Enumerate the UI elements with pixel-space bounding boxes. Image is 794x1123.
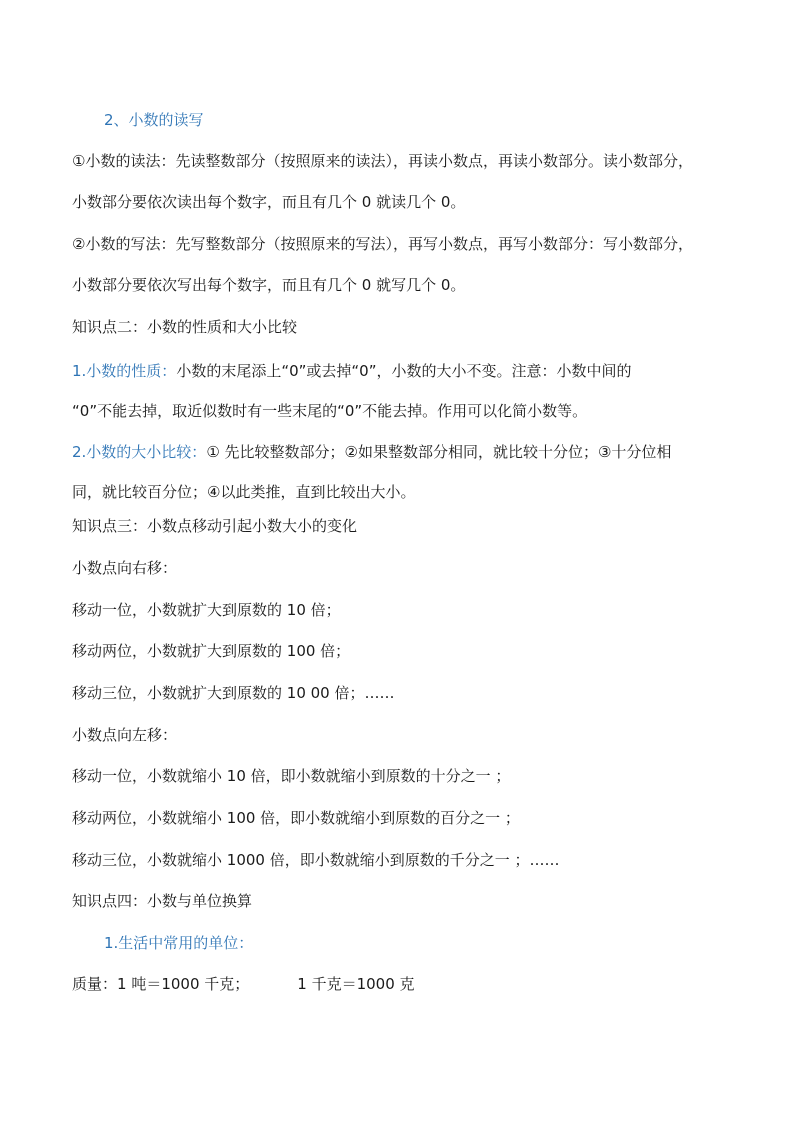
knowledge-point-4-title: 知识点四：小数与单位换算 bbox=[72, 892, 253, 910]
property-text-1: 小数的末尾添上“0”或去掉“0”，小数的大小不变。注意：小数中间的 bbox=[176, 362, 632, 380]
move-right-item: 移动一位，小数就扩大到原数的 10 倍； bbox=[72, 601, 341, 619]
reading-rule-line-1: ①小数的读法：先读整数部分（按照原来的读法），再读小数点，再读小数部分。读小数部分， bbox=[72, 152, 693, 170]
compare-paragraph bbox=[72, 442, 671, 462]
compare-text-1: ① 先比较整数部分；②如果整数部分相同，就比较十分位；③十分位相 bbox=[206, 443, 672, 461]
units-heading: 1.生活中常用的单位： bbox=[104, 934, 254, 952]
mass-label: 质量： bbox=[72, 975, 118, 993]
property-text-2: “0”不能去掉，取近似数时有一些末尾的“0”不能去掉。作用可以化简小数等。 bbox=[72, 402, 588, 420]
writing-rule-line-2: 小数部分要依次写出每个数字，而且有几个 0 就写几个 0。 bbox=[72, 276, 466, 294]
reading-rule-line-2: 小数部分要依次读出每个数字，而且有几个 0 就读几个 0。 bbox=[72, 193, 466, 211]
mass-conversion-ton: 1 吨＝1000 千克； bbox=[117, 975, 250, 993]
move-right-heading: 小数点向右移： bbox=[72, 559, 178, 577]
knowledge-point-2-title: 知识点二：小数的性质和大小比较 bbox=[72, 318, 298, 336]
move-right-item: 移动三位，小数就扩大到原数的 10 00 倍；…… bbox=[72, 684, 395, 702]
compare-text-2: 同，就比较百分位；④以此类推，直到比较出大小。 bbox=[72, 483, 416, 501]
mass-conversion-kilogram: 1 千克＝1000 克 bbox=[297, 975, 415, 993]
compare-label: 2.小数的大小比较： bbox=[72, 443, 207, 461]
move-left-heading: 小数点向左移： bbox=[72, 726, 178, 744]
property-paragraph bbox=[72, 361, 632, 381]
mass-conversion-line bbox=[72, 974, 415, 994]
move-left-item: 移动两位，小数就缩小 100 倍，即小数就缩小到原数的百分之一 ； bbox=[72, 809, 520, 827]
move-left-item: 移动一位，小数就缩小 10 倍，即小数就缩小到原数的十分之一 ； bbox=[72, 767, 511, 785]
section-heading-reading-writing: 2、小数的读写 bbox=[104, 111, 204, 129]
property-label: 1.小数的性质： bbox=[72, 362, 177, 380]
writing-rule-line-1: ②小数的写法：先写整数部分（按照原来的写法），再写小数点，再写小数部分：写小数部分， bbox=[72, 235, 693, 253]
move-left-item: 移动三位，小数就缩小 1000 倍，即小数就缩小到原数的千分之一 ；…… bbox=[72, 851, 560, 869]
knowledge-point-3-title: 知识点三：小数点移动引起小数大小的变化 bbox=[72, 517, 358, 535]
move-right-item: 移动两位，小数就扩大到原数的 100 倍； bbox=[72, 642, 351, 660]
